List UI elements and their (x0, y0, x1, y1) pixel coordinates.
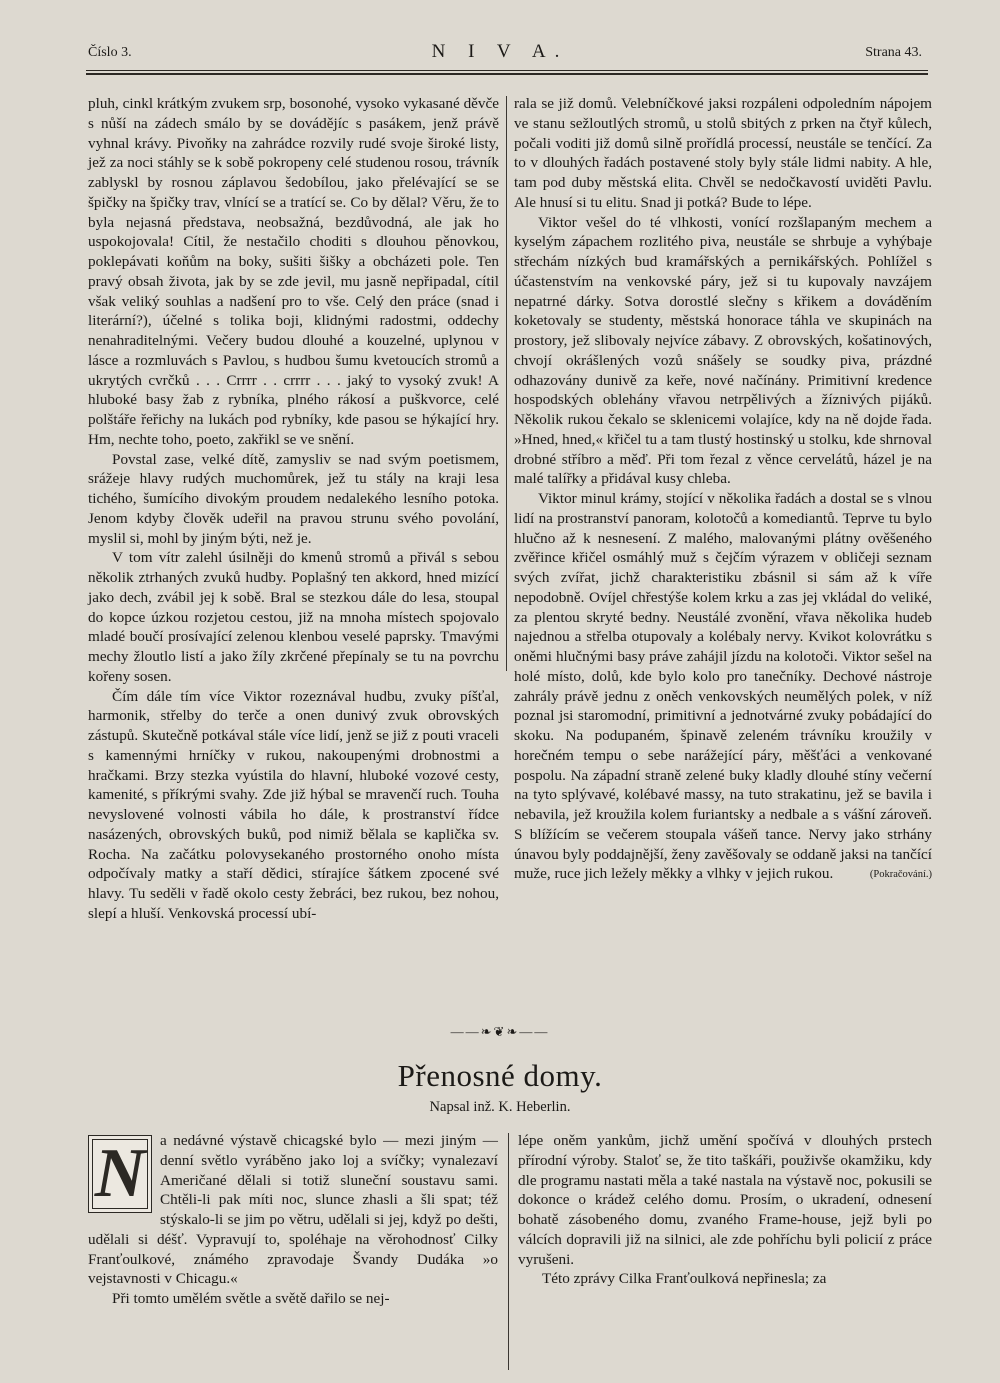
article-column-left (88, 1131, 498, 1309)
section-ornament: ——❧❦❧—— (450, 1024, 550, 1039)
header-rule (86, 70, 928, 71)
paragraph: V tom vítr zalehl úsilněji do kmenů stromů a přivál s sebou několik ztrhaných zvuků hudby. Poplašný ten akkord, hned mizící jako dech, zvábil jej k sobě. Bral se stezkou dále do lesa, stoupal do kopce úzkou rozjetou cestou, již na mnoha místech spojovalo mladé boučí prosívající zelenou klenbou veselé paprsky. Tmavými mechy žloutlo listí a jako žíly zkrčené přepínaly se tu na povrchu kořeny sosen. (88, 549, 499, 685)
paragraph: Této zprávy Cilka Franťoulková nepřinesla; za (542, 1270, 827, 1288)
paragraph: pluh, cinkl krátkým zvukem srp, bosonohé, vysoko vykasané děvče s nůší na zádech smálo by se dovádějíc s pasákem, jenž právě vyhnal krávy. Pivoňky na zahrádce rozvily rudé svoje široké listy, jež za noci stáhly se k sobě pokropeny celé studenou rosou, trávník zablyskl by rosnou záplavou šedobílou, jako přelévající se se špičky na špičky trav, vlnící se a tratící se. Co by dělal? Věru, že to byla nejasná představa, neobsažná, bezdůvodná, ale jak ho uspokojovala! Cítil, že nestačilo choditi s dlouhou pěnovkou, poklepávati koňům na boky, sušiti šišky a obcházeti pole. Ten pravý obsah života, jak by se zde jevil, mu jasně nepřipadal, cítil však veliký souhlas a nadšení pro to vše. Celý den práce (snad i literární?), účelné s tolika boji, klidnými radostmi, oddechy nenahraditelnými. Večery budou dlouhé a kouzelné, uplynou v lásce a rozmluvách s Pavlou, s hudbou šumu kvetoucích stromů a ukrytých cvrčků . . . Crrrr . . crrrr . . . jaký to vysoký zvuk! A hluboké basy žab z rybníka, plného rákosí a puškvorce, celé polštáře řeřichy na lukách pod rybníky, kde pasou se hýkající hry. Hm, nechte toho, poeto, zakřikl se ve snění. (88, 95, 499, 448)
paragraph: Čím dále tím více Viktor rozeznával hudbu, zvuky píšťal, harmonik, střelby do terče a onen dunivý zvuk obrovských zástupů. Skutečně potkával stále více lidí, jenž se již z pouti vraceli s kamennými hrníčky v rukou, nakoupenými drobnostmi a hračkami. Brzy stezka vyústila do hlavní, hluboké vozové cesty, kamenité, s příkrými svahy. Zde již hýbal se mravenčí ruch. Touha nevyslovené volnosti vábila ho dále, k prostranství řídce nasázených, obrovských buků, pod nimiž bělala se kaplička sv. Rocha. Na začátku polovysekaného prostorného onoho místa odpočívaly matky a staří dědici, stírajíce šátkem zpocené své hlavy. Tu seděli v řadě okolo cesty žebráci, bez rukou, bez nohou, slepí a hluší. Venkovská processí ubí- (88, 687, 499, 922)
paragraph: Viktor minul krámy, stojící v několika řadách a dostal se s vlnou lidí na prostranství panoram, kolotočů a komediantů. Teprve tu bylo hlučno až k nesnesení. Z malého, malovanými plátny ověšeného zvěřince křičel osmáhlý muž s čejčím výrazem v obličeji seznam svých zvířat, jichž charakteristiku zbásnil si sám až k víře nepodobně. Ovíjel chřestýše kolem krku a zas jej vkládal do veliké, za plentou skryté bedny. Neustálé zvonění, vřava několika hudeb najednou a střelba otupovaly a kolébaly nervy. Kvikot kolovrátku s oněmi hlučnými basy práve zahájil jízdu na kolotoči. Viktor sešel na holé místo, dolů, kde bylo kolo pro tanečníky. Dechové nástroje zahrály právě jednu z oněch venkovských neumělých polek, v níž poznal jsi staromodní, primitivní a jednotvárné zvuky pobádající do skoku. Na podupaném, špinavě zeleném trávníku kroužily v horečném tempu o sebe narážející páry, měšťáci a venkované pospolu. Na západní straně zelené buky kladly dlouhé stíny večerní na tyto splývavé, kolébavé massy, na tuto strakatinu, jež se bavila i nebavila, jež kroužila kolem furiantsky a nedbale a s vášní zároveň. S blížícím se večerem stoupala vášeň tance. Nervy jako strhány únavou byly poddajnější, ženy zavěšovaly se oddaně jaksi na tančící muže, ruce jich ležely měkky a vlhky v jejich rukou. (514, 490, 932, 883)
paragraph: Viktor vešel do té vlhkosti, vonící rozšlapaným mechem a kyselým zápachem rozlitého piva, neustále se shrbuje a vyhýbaje střechám nízkých bud kramářských a pernikářských. Pohlížel s účastenstvím na venkovské páry, jež si tu kupovaly navzájem nepatrné dárky. Sotva dorostlé slečny s křikem a dováděním koketovaly se studenty, městská honorace táhla ve skupinách na prostory, jež slibovaly nejvíce zábavy. Z obrovských, košatinových, chvojí okrášlených vozů snášely se soudky piva, prázdné odhazovány dunivě za keře, nové načínány. Primitivní kredence hospodských oblehány vřavou netrpělivých a žíznivých pijáků. Několik rukou čekalo se sklenicemi volajíce, kdy na ně dojde řada. »Hned, hned,« křičel tu a tam tlustý hostinský u stolku, kde shrnoval drobné stříbro a měď. Při tom řezal z věnce cervelátů, házel je na malé talířky a přidával kusy chleba. (514, 213, 932, 488)
paragraph: lépe oněm yankům, jichž umění spočívá v dlouhých prstech přírodní výroby. Staloť se, že tito taškáři, použivše okamžiku, kdy dle programu nastati měla a také nastala na výstavě noc, pokusili se dokonce o krádež celého domu. Prosím, o ukradení, odnesení bohatě zásobeného domu, zvaného Frame-house, jejž byli po válcích dopravili již na silnici, ale zde pohříchu byli policií z práce vyrušeni. (518, 1132, 932, 1268)
page-number: Strana 43. (865, 45, 922, 60)
story-column-left (88, 94, 499, 924)
paragraph: rala se již domů. Velebníčkové jaksi rozpáleni odpoledním nápojem ve stanu sežloutlých stromů, u stolů sbitých z prken na čtyř kůlech, počali voditi již domů silně prořídlá processí, neustále se tenčící. Za to v dlouhých řadách postavené stoly byly stále lidmi nabity. A hle, tam pod duby městská elita. Chvěl se nedočkavostí uviděti Pavlu. Ale hnusí si tu elitu. Snad ji potká? Bude to lépe. (514, 95, 932, 211)
continuation-note: (Pokračování.) (869, 869, 932, 880)
paragraph: a nedávné výstavě chicagské bylo — mezi jiným — denní světlo vyráběno jako loj a svíčky; vynalezaví Američané dělali si totiž sluneční soustavu sami. Chtěli-li pak míti noc, slunce zhasli a šli spat; též stýskalo-li se jim po větru, udělali si jej, když po dešti, udělali si déšť. Vypravují to, spoléhaje na věrohodnosť Cilky Franťoulkové, známého zpravodaje Švandy Dudáka »o vejstavnosti v Chicagu.« (88, 1132, 498, 1288)
article-title: Přenosné domy. (397, 1058, 603, 1093)
paragraph: Při tomto umělém světle a světě dařilo se nej- (112, 1290, 390, 1307)
issue-number: Číslo 3. (88, 45, 132, 60)
magazine-title: N I V A. (431, 41, 569, 62)
header-rule-thick (86, 73, 928, 75)
story-column-right (514, 94, 932, 885)
paragraph: Povstal zase, velké dítě, zamysliv se nad svým poetismem, srážeje hlavy rudých muchomůrek, jež tu stály na kraji lesa tichého, šumícího divokým proudem nedalekého lesního potoka. Jenom kdyby člověk udeřil na pravou strunu svého povolání, myslil si, mohl by jiným býti, než je. (88, 450, 499, 547)
column-divider (508, 1133, 509, 1370)
column-divider (506, 96, 507, 671)
article-column-right (518, 1131, 932, 1289)
article-byline: Napsal inž. K. Heberlin. (429, 1099, 571, 1115)
dropcap-initial: N (88, 1135, 152, 1213)
